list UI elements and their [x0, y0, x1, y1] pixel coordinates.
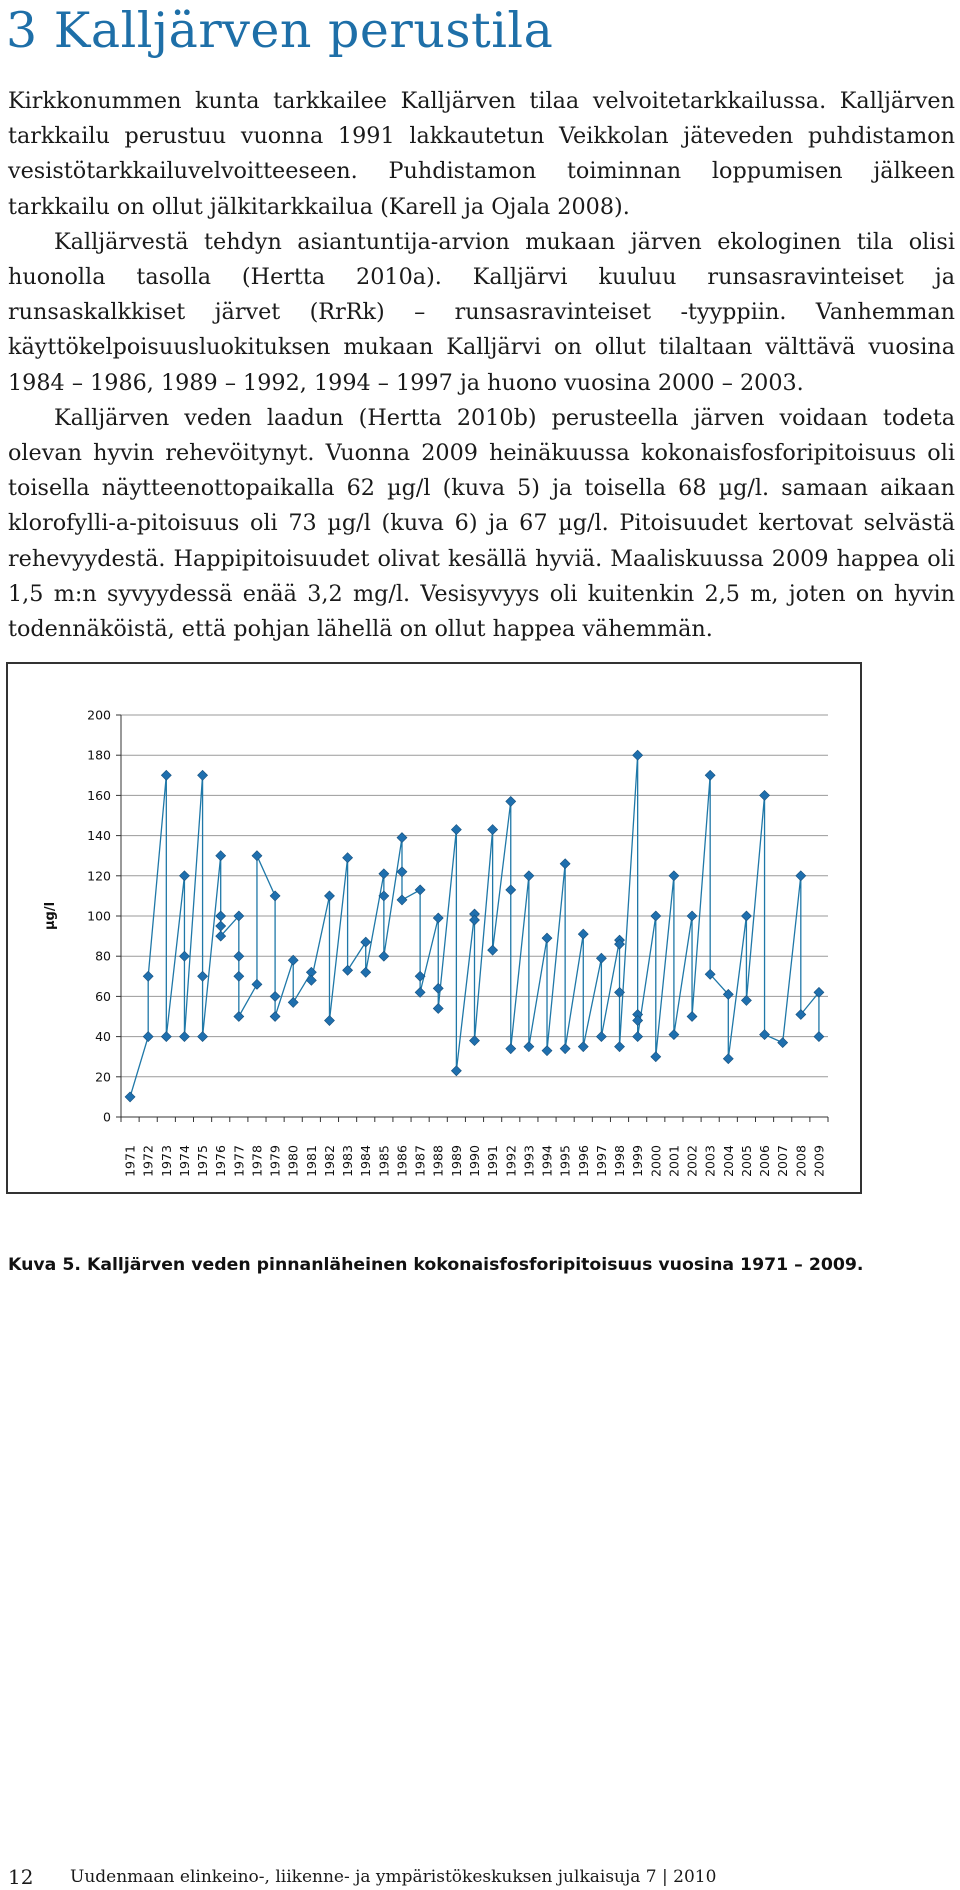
data-point [179, 951, 189, 961]
x-tick-label: 1998 [612, 1145, 628, 1177]
x-tick-label: 1974 [176, 1145, 192, 1177]
x-tick-label: 1985 [376, 1145, 392, 1177]
page-number: 12 [8, 1865, 34, 1889]
data-point [615, 1042, 625, 1052]
data-point [578, 929, 588, 939]
data-point [397, 895, 407, 905]
data-point [216, 911, 226, 921]
data-point [415, 987, 425, 997]
data-point [198, 971, 208, 981]
x-tick-label: 1989 [448, 1145, 464, 1177]
phosphorus-line-chart [8, 664, 860, 1192]
x-tick-label: 2006 [757, 1145, 773, 1177]
y-tick-label: 160 [87, 787, 111, 803]
y-tick-label: 200 [87, 707, 111, 723]
x-tick-label: 1980 [285, 1145, 301, 1177]
data-point [542, 933, 552, 943]
x-tick-label: 1975 [195, 1145, 211, 1177]
data-point [470, 915, 480, 925]
paragraph-2: Kalljärvestä tehdyn asiantuntija-arvion mukaan järven ekologinen tila olisi huonolla tasolla (Hertta 2010a). Kalljärvi kuuluu runsasravinteiset ja runsaskalkkiset järvet (RrRk) – runsasravinteiset -tyyppiin. Vanhemman käyttökelpoisuusluokituksen mukaan Kalljärvi on ollut tilaltaan välttävä vuosina 1984 – 1986, 1989 – 1992, 1994 – 1997 ja huono vuosina 2000 – 2003. [8, 228, 955, 396]
paragraph-3: Kalljärven veden laadun (Hertta 2010b) perusteella järven voidaan todeta olevan hyvin rehevöitynyt. Vuonna 2009 heinäkuussa kokonaisfosforipitoisuus oli toisella näytteenottopaikalla 62 µg/l (kuva 5) ja toisella 68 µg/l. samaan aikaan klorofylli-a-pitoisuus oli 73 µg/l (kuva 6) ja 67 µg/l. Pitoisuudet kertovat selvästä rehevyydestä. Happipitoisuudet olivat kesällä hyviä. Maaliskuussa 2009 happea oli 1,5 m:n syvyydessä enää 3,2 mg/l. Vesisyvyys oli kuitenkin 2,5 m, joten on hyvin todennäköistä, että pohjan lähellä on ollut happea vähemmän. [8, 404, 955, 643]
data-point [796, 871, 806, 881]
x-tick-label: 1994 [539, 1145, 555, 1177]
data-point [433, 913, 443, 923]
x-tick-label: 2000 [648, 1145, 664, 1177]
data-point [687, 1012, 697, 1022]
data-point [741, 995, 751, 1005]
data-point [379, 869, 389, 879]
data-point [161, 1032, 171, 1042]
x-tick-label: 1997 [593, 1145, 609, 1177]
data-point [578, 1042, 588, 1052]
data-point [397, 833, 407, 843]
x-tick-label: 1977 [231, 1145, 247, 1177]
data-point [633, 1032, 643, 1042]
data-point [161, 770, 171, 780]
data-point [451, 1066, 461, 1076]
y-tick-label: 100 [87, 908, 111, 924]
y-tick-label: 40 [95, 1029, 111, 1045]
x-tick-label: 1990 [467, 1145, 482, 1177]
data-point [216, 921, 226, 931]
x-tick-label: 1999 [630, 1145, 646, 1177]
x-tick-label: 1972 [140, 1145, 156, 1177]
data-point [379, 951, 389, 961]
data-point [633, 750, 643, 760]
publication-name: Uudenmaan elinkeino-, liikenne- ja ympäristökeskuksen julkaisuja 7 | 2010 [70, 1867, 717, 1887]
data-point [506, 1044, 516, 1054]
x-tick-label: 1987 [412, 1145, 428, 1177]
data-point [778, 1038, 788, 1048]
data-point [397, 867, 407, 877]
data-point [451, 825, 461, 835]
data-point [723, 1054, 733, 1064]
y-tick-label: 80 [95, 948, 111, 964]
x-tick-label: 2008 [793, 1145, 809, 1177]
data-point [669, 871, 679, 881]
data-point [741, 911, 751, 921]
x-tick-label: 1971 [122, 1145, 138, 1177]
x-tick-label: 1984 [358, 1145, 374, 1177]
data-point [270, 1012, 280, 1022]
x-tick-label: 1982 [321, 1145, 337, 1177]
data-point [270, 991, 280, 1001]
data-point [760, 790, 770, 800]
body-text [8, 84, 955, 647]
y-tick-label: 180 [87, 747, 111, 763]
data-point [542, 1046, 552, 1056]
x-tick-label: 1978 [249, 1145, 265, 1177]
data-point [596, 953, 606, 963]
x-tick-label: 2002 [684, 1145, 700, 1177]
page-title: 3 Kalljärven perustila [6, 2, 554, 59]
data-point [179, 871, 189, 881]
y-tick-label: 0 [103, 1109, 111, 1125]
data-point [234, 971, 244, 981]
data-point [470, 1036, 480, 1046]
y-tick-label: 120 [87, 868, 111, 884]
x-tick-label: 1988 [430, 1145, 446, 1177]
data-point [125, 1092, 135, 1102]
paragraph-1: Kirkkonummen kunta tarkkailee Kalljärven tilaa velvoitetarkkailussa. Kalljärven tarkkailu perustuu vuonna 1991 lakkautetun Veikkolan jäteveden puhdistamon vesistötarkkailuvelvoitteeseen. Puhdistamon toiminnan loppumisen jälkeen tarkkailu on ollut jälkitarkkailua (Karell ja Ojala 2008). [8, 88, 955, 220]
data-point [524, 871, 534, 881]
x-tick-label: 1996 [575, 1145, 591, 1177]
data-point [288, 955, 298, 965]
data-point [433, 983, 443, 993]
x-tick-label: 1991 [485, 1145, 501, 1177]
y-tick-label: 60 [95, 988, 111, 1004]
data-point [488, 945, 498, 955]
data-point [651, 911, 661, 921]
x-tick-label: 1976 [213, 1145, 229, 1177]
data-point [705, 770, 715, 780]
x-tick-label: 1981 [303, 1145, 319, 1177]
data-point [234, 1012, 244, 1022]
data-point [324, 891, 334, 901]
data-point [415, 885, 425, 895]
data-point [524, 1042, 534, 1052]
data-point [216, 851, 226, 861]
x-tick-label: 1973 [158, 1145, 174, 1177]
data-point [361, 967, 371, 977]
data-point [488, 825, 498, 835]
data-point [143, 1032, 153, 1042]
data-point [560, 859, 570, 869]
data-point [506, 796, 516, 806]
x-tick-label: 2004 [720, 1145, 736, 1177]
x-tick-label: 2009 [811, 1145, 827, 1177]
data-point [433, 1003, 443, 1013]
data-point [179, 1032, 189, 1042]
data-point [198, 1032, 208, 1042]
x-tick-label: 2007 [775, 1145, 791, 1177]
data-point [760, 1030, 770, 1040]
x-tick-label: 1992 [503, 1145, 519, 1177]
y-axis-label: µg/l [43, 901, 58, 931]
data-point [687, 911, 697, 921]
data-point [669, 1030, 679, 1040]
data-point [814, 1032, 824, 1042]
page-footer [8, 1865, 948, 1887]
x-tick-label: 1986 [394, 1145, 410, 1177]
data-point [198, 770, 208, 780]
data-point [288, 997, 298, 1007]
x-tick-label: 2005 [738, 1145, 754, 1177]
data-point [651, 1052, 661, 1062]
data-point [343, 965, 353, 975]
figure-caption: Kuva 5. Kalljärven veden pinnanläheinen kokonaisfosforipitoisuus vuosina 1971 – 2009. [8, 1255, 864, 1275]
data-point [324, 1016, 334, 1026]
data-point [343, 853, 353, 863]
x-tick-label: 1979 [267, 1145, 283, 1177]
data-point [596, 1032, 606, 1042]
x-tick-label: 1993 [521, 1145, 537, 1177]
data-point [143, 971, 153, 981]
x-tick-label: 1983 [340, 1145, 356, 1177]
data-point [506, 885, 516, 895]
data-point [252, 851, 262, 861]
data-point [560, 1044, 570, 1054]
data-point [270, 891, 280, 901]
data-point [306, 975, 316, 985]
x-tick-label: 2003 [702, 1145, 718, 1177]
x-tick-label: 2001 [666, 1145, 682, 1177]
y-tick-label: 20 [95, 1069, 111, 1085]
chart-frame [6, 662, 862, 1194]
data-point [234, 951, 244, 961]
x-tick-label: 1995 [557, 1145, 573, 1177]
data-point [361, 937, 371, 947]
data-point [252, 979, 262, 989]
y-tick-label: 140 [87, 828, 111, 844]
